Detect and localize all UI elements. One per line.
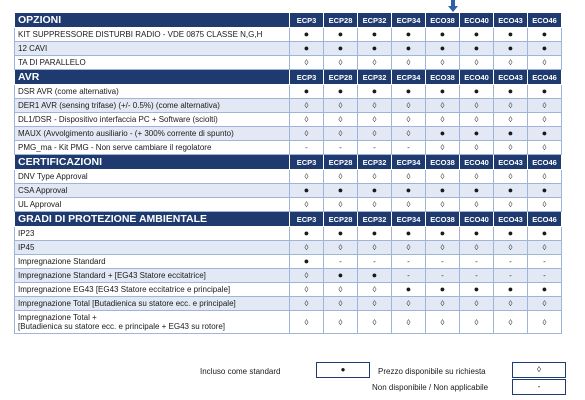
optional-mark: ◊ (324, 311, 358, 334)
optional-mark: ◊ (290, 283, 324, 297)
standard-mark: ● (392, 85, 426, 99)
standard-mark: ● (290, 227, 324, 241)
standard-mark: ● (426, 283, 460, 297)
table-row (15, 227, 562, 241)
standard-mark: ● (426, 227, 460, 241)
section-title: CERTIFICAZIONI (15, 155, 290, 170)
model-column-header: ECP34 (392, 155, 426, 170)
optional-mark: ◊ (358, 198, 392, 212)
standard-mark: ● (358, 42, 392, 56)
optional-mark: ◊ (494, 141, 528, 155)
model-column-header: ECO46 (528, 212, 562, 227)
table-row (15, 170, 562, 184)
optional-mark: ◊ (358, 283, 392, 297)
model-column-header: ECO40 (460, 212, 494, 227)
optional-mark: ◊ (290, 127, 324, 141)
model-column-header: ECO43 (494, 70, 528, 85)
optional-mark: ◊ (460, 297, 494, 311)
optional-mark: ◊ (528, 141, 562, 155)
not-available-mark: - (358, 141, 392, 155)
optional-mark: ◊ (528, 297, 562, 311)
optional-mark: ◊ (290, 297, 324, 311)
optional-mark: ◊ (392, 127, 426, 141)
model-column-header: ECP32 (358, 212, 392, 227)
row-label: Impregnazione Standard + [EG43 Statore eccitatrice] (15, 269, 290, 283)
standard-mark: ● (460, 42, 494, 56)
legend-na-label: Non disponibile / Non applicabile (372, 383, 489, 392)
optional-mark: ◊ (426, 56, 460, 70)
model-column-header: ECO46 (528, 13, 562, 28)
optional-mark: ◊ (324, 113, 358, 127)
optional-mark: ◊ (426, 113, 460, 127)
row-label: DNV Type Approval (15, 170, 290, 184)
standard-mark: ● (358, 184, 392, 198)
table-row (15, 255, 562, 269)
standard-mark: ● (392, 42, 426, 56)
not-available-mark: - (392, 141, 426, 155)
standard-mark: ● (460, 283, 494, 297)
standard-mark: ● (460, 184, 494, 198)
row-label: 12 CAVI (15, 42, 290, 56)
standard-mark: ● (324, 227, 358, 241)
options-table (14, 12, 562, 334)
standard-mark: ● (290, 42, 324, 56)
not-available-mark: - (358, 255, 392, 269)
optional-mark: ◊ (324, 170, 358, 184)
standard-mark: ● (528, 184, 562, 198)
optional-mark: ◊ (528, 198, 562, 212)
model-column-header: ECP3 (290, 13, 324, 28)
row-label: Impregnazione Total [Butadienica su statore ecc. e principale] (15, 297, 290, 311)
table-row (15, 42, 562, 56)
not-available-mark: - (528, 269, 562, 283)
model-column-header: ECP28 (324, 212, 358, 227)
optional-mark: ◊ (528, 170, 562, 184)
optional-mark: ◊ (392, 56, 426, 70)
model-column-header: ECO38 (426, 212, 460, 227)
table-row (15, 184, 562, 198)
not-available-mark: - (324, 141, 358, 155)
optional-mark: ◊ (290, 311, 324, 334)
optional-mark: ◊ (528, 113, 562, 127)
standard-mark: ● (324, 85, 358, 99)
optional-mark: ◊ (290, 241, 324, 255)
optional-mark: ◊ (324, 99, 358, 113)
model-column-header: ECP3 (290, 70, 324, 85)
optional-mark: ◊ (358, 311, 392, 334)
not-available-mark: - (426, 269, 460, 283)
not-available-mark: - (460, 269, 494, 283)
optional-mark: ◊ (426, 241, 460, 255)
legend-standard-symbol: ● (316, 362, 370, 378)
standard-mark: ● (494, 127, 528, 141)
model-column-header: ECP32 (358, 70, 392, 85)
model-column-header: ECO43 (494, 155, 528, 170)
table-row (15, 56, 562, 70)
row-label: Impregnazione EG43 [EG43 Statore eccitatrice e principale] (15, 283, 290, 297)
model-column-header: ECO46 (528, 70, 562, 85)
optional-mark: ◊ (460, 56, 494, 70)
optional-mark: ◊ (426, 311, 460, 334)
optional-mark: ◊ (528, 56, 562, 70)
not-available-mark: - (460, 255, 494, 269)
optional-mark: ◊ (494, 297, 528, 311)
model-column-header: ECO38 (426, 13, 460, 28)
standard-mark: ● (494, 85, 528, 99)
standard-mark: ● (290, 85, 324, 99)
table-row (15, 241, 562, 255)
standard-mark: ● (426, 42, 460, 56)
down-arrow-icon (447, 0, 459, 12)
model-column-header: ECP32 (358, 155, 392, 170)
optional-mark: ◊ (358, 56, 392, 70)
table-row (15, 99, 562, 113)
legend (0, 361, 585, 400)
section-header (15, 155, 562, 170)
model-column-header: ECP3 (290, 212, 324, 227)
standard-mark: ● (290, 184, 324, 198)
standard-mark: ● (528, 42, 562, 56)
optional-mark: ◊ (324, 127, 358, 141)
section-header (15, 13, 562, 28)
standard-mark: ● (358, 269, 392, 283)
optional-mark: ◊ (494, 198, 528, 212)
model-column-header: ECP32 (358, 13, 392, 28)
optional-mark: ◊ (358, 170, 392, 184)
optional-mark: ◊ (494, 56, 528, 70)
model-column-header: ECP28 (324, 70, 358, 85)
section-title: GRADI DI PROTEZIONE AMBIENTALE (15, 212, 290, 227)
standard-mark: ● (290, 255, 324, 269)
model-column-header: ECO40 (460, 155, 494, 170)
table-row (15, 141, 562, 155)
model-column-header: ECO40 (460, 70, 494, 85)
optional-mark: ◊ (460, 113, 494, 127)
row-label: DL1/DSR - Dispositivo interfaccia PC + Software (sciolti) (15, 113, 290, 127)
model-column-header: ECP28 (324, 13, 358, 28)
optional-mark: ◊ (528, 241, 562, 255)
row-label: UL Approval (15, 198, 290, 212)
model-column-header: ECP3 (290, 155, 324, 170)
optional-mark: ◊ (460, 170, 494, 184)
table-row (15, 198, 562, 212)
standard-mark: ● (528, 28, 562, 42)
table-row (15, 297, 562, 311)
model-column-header: ECP34 (392, 70, 426, 85)
standard-mark: ● (392, 227, 426, 241)
optional-mark: ◊ (290, 198, 324, 212)
standard-mark: ● (494, 283, 528, 297)
row-label: DER1 AVR (sensing trifase) (+/- 0.5%) (come alternativa) (15, 99, 290, 113)
standard-mark: ● (528, 85, 562, 99)
standard-mark: ● (358, 227, 392, 241)
not-available-mark: - (494, 255, 528, 269)
optional-mark: ◊ (324, 198, 358, 212)
standard-mark: ● (358, 85, 392, 99)
not-available-mark: - (392, 255, 426, 269)
optional-mark: ◊ (324, 283, 358, 297)
table-row (15, 113, 562, 127)
section-header (15, 70, 562, 85)
model-column-header: ECO38 (426, 155, 460, 170)
standard-mark: ● (460, 28, 494, 42)
optional-mark: ◊ (460, 241, 494, 255)
not-available-mark: - (324, 255, 358, 269)
standard-mark: ● (494, 227, 528, 241)
model-column-header: ECP28 (324, 155, 358, 170)
optional-mark: ◊ (392, 241, 426, 255)
optional-mark: ◊ (528, 311, 562, 334)
optional-mark: ◊ (358, 241, 392, 255)
legend-optional-label: Prezzo disponibile su richiesta (378, 367, 486, 376)
optional-mark: ◊ (324, 56, 358, 70)
row-label: IP45 (15, 241, 290, 255)
table-row (15, 85, 562, 99)
optional-mark: ◊ (426, 99, 460, 113)
optional-mark: ◊ (358, 297, 392, 311)
row-label: PMG_ma - Kit PMG - Non serve cambiare il regolatore (15, 141, 290, 155)
row-label: CSA Approval (15, 184, 290, 198)
standard-mark: ● (426, 184, 460, 198)
optional-mark: ◊ (494, 113, 528, 127)
optional-mark: ◊ (324, 241, 358, 255)
legend-standard-label: Incluso come standard (200, 367, 281, 376)
table-row (15, 269, 562, 283)
optional-mark: ◊ (392, 198, 426, 212)
optional-mark: ◊ (324, 297, 358, 311)
standard-mark: ● (324, 184, 358, 198)
standard-mark: ● (528, 227, 562, 241)
optional-mark: ◊ (426, 297, 460, 311)
optional-mark: ◊ (494, 99, 528, 113)
row-label: MAUX (Avvolgimento ausiliario - (+ 300% corrente di spunto) (15, 127, 290, 141)
optional-mark: ◊ (290, 56, 324, 70)
model-column-header: ECO38 (426, 70, 460, 85)
optional-mark: ◊ (392, 311, 426, 334)
standard-mark: ● (528, 283, 562, 297)
row-label: DSR AVR (come alternativa) (15, 85, 290, 99)
optional-mark: ◊ (358, 99, 392, 113)
optional-mark: ◊ (290, 113, 324, 127)
optional-mark: ◊ (392, 297, 426, 311)
section-title: AVR (15, 70, 290, 85)
optional-mark: ◊ (290, 269, 324, 283)
table-row (15, 127, 562, 141)
optional-mark: ◊ (494, 311, 528, 334)
standard-mark: ● (426, 85, 460, 99)
legend-optional-symbol: ◊ (512, 362, 566, 378)
standard-mark: ● (392, 184, 426, 198)
optional-mark: ◊ (358, 113, 392, 127)
optional-mark: ◊ (290, 99, 324, 113)
standard-mark: ● (324, 269, 358, 283)
standard-mark: ● (460, 227, 494, 241)
standard-mark: ● (324, 42, 358, 56)
optional-mark: ◊ (358, 127, 392, 141)
row-label: KIT SUPPRESSORE DISTURBI RADIO - VDE 0875 CLASSE N,G,H (15, 28, 290, 42)
row-label: IP23 (15, 227, 290, 241)
optional-mark: ◊ (460, 99, 494, 113)
not-available-mark: - (494, 269, 528, 283)
table-row (15, 28, 562, 42)
section-title: OPZIONI (15, 13, 290, 28)
standard-mark: ● (460, 85, 494, 99)
table-row (15, 311, 562, 334)
row-label: TA DI PARALLELO (15, 56, 290, 70)
optional-mark: ◊ (460, 311, 494, 334)
model-column-header: ECO40 (460, 13, 494, 28)
optional-mark: ◊ (494, 170, 528, 184)
standard-mark: ● (494, 184, 528, 198)
optional-mark: ◊ (392, 99, 426, 113)
optional-mark: ◊ (392, 170, 426, 184)
optional-mark: ◊ (290, 170, 324, 184)
optional-mark: ◊ (392, 113, 426, 127)
model-column-header: ECO43 (494, 212, 528, 227)
optional-mark: ◊ (426, 198, 460, 212)
standard-mark: ● (494, 42, 528, 56)
not-available-mark: - (392, 269, 426, 283)
model-column-header: ECO43 (494, 13, 528, 28)
section-header (15, 212, 562, 227)
row-label: Impregnazione Standard (15, 255, 290, 269)
legend-na-symbol: - (512, 379, 566, 395)
not-available-mark: - (290, 141, 324, 155)
standard-mark: ● (358, 28, 392, 42)
not-available-mark: - (528, 255, 562, 269)
optional-mark: ◊ (426, 141, 460, 155)
model-column-header: ECP34 (392, 212, 426, 227)
model-column-header: ECP34 (392, 13, 426, 28)
standard-mark: ● (528, 127, 562, 141)
standard-mark: ● (324, 28, 358, 42)
options-sheet (14, 12, 561, 334)
standard-mark: ● (392, 283, 426, 297)
optional-mark: ◊ (460, 198, 494, 212)
standard-mark: ● (426, 127, 460, 141)
not-available-mark: - (426, 255, 460, 269)
optional-mark: ◊ (426, 170, 460, 184)
standard-mark: ● (494, 28, 528, 42)
standard-mark: ● (290, 28, 324, 42)
standard-mark: ● (426, 28, 460, 42)
model-column-header: ECO46 (528, 155, 562, 170)
table-row (15, 283, 562, 297)
standard-mark: ● (460, 127, 494, 141)
optional-mark: ◊ (460, 141, 494, 155)
standard-mark: ● (392, 28, 426, 42)
optional-mark: ◊ (494, 241, 528, 255)
optional-mark: ◊ (528, 99, 562, 113)
row-label: Impregnazione Total + [Butadienica su statore ecc. e principale + EG43 su rotore] (15, 311, 290, 334)
